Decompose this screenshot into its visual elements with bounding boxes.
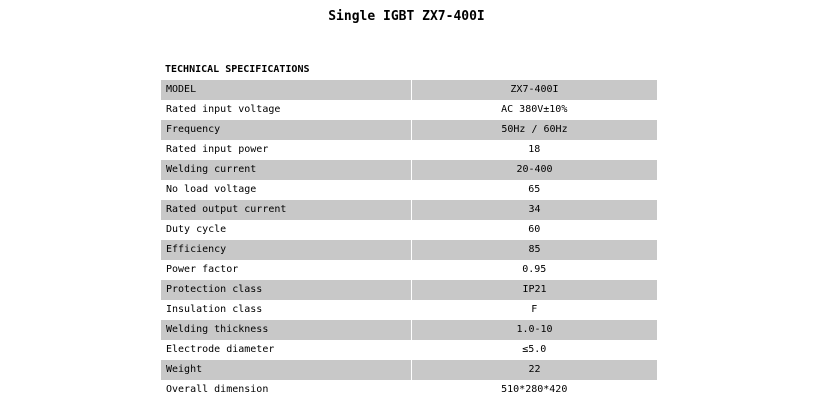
- table-row: [161, 320, 657, 340]
- spec-label: Duty cycle: [161, 220, 412, 240]
- table-row: [161, 300, 657, 320]
- spec-label: Welding thickness: [161, 320, 412, 340]
- table-row: [161, 80, 657, 100]
- spec-value: ≤5.0: [412, 340, 658, 360]
- spec-label: Power factor: [161, 260, 412, 280]
- spec-label: Overall dimension: [161, 380, 412, 400]
- spec-value: F: [412, 300, 658, 320]
- spec-value: 0.95: [412, 260, 658, 280]
- spec-label: Rated input voltage: [161, 100, 412, 120]
- table-row: [161, 180, 657, 200]
- table-row: [161, 140, 657, 160]
- spec-value: 34: [412, 200, 658, 220]
- spec-label: No load voltage: [161, 180, 412, 200]
- spec-label: MODEL: [161, 80, 412, 100]
- section-heading: TECHNICAL SPECIFICATIONS: [165, 64, 310, 75]
- spec-label: Rated input power: [161, 140, 412, 160]
- page-title: Single IGBT ZX7-400I: [328, 9, 485, 24]
- spec-value: IP21: [412, 280, 658, 300]
- spec-label: Insulation class: [161, 300, 412, 320]
- spec-value: 50Hz / 60Hz: [412, 120, 658, 140]
- spec-label: Efficiency: [161, 240, 412, 260]
- spec-label: Welding current: [161, 160, 412, 180]
- table-row: [161, 380, 657, 400]
- table-row: [161, 280, 657, 300]
- spec-value: 85: [412, 240, 658, 260]
- spec-value: AC 380V±10%: [412, 100, 658, 120]
- table-row: [161, 100, 657, 120]
- spec-label: Rated output current: [161, 200, 412, 220]
- spec-value: 1.0-10: [412, 320, 658, 340]
- spec-table: [161, 80, 657, 400]
- table-row: [161, 200, 657, 220]
- table-row: [161, 360, 657, 380]
- spec-value: 65: [412, 180, 658, 200]
- spec-label: Frequency: [161, 120, 412, 140]
- spec-value: 60: [412, 220, 658, 240]
- spec-value: 20-400: [412, 160, 658, 180]
- spec-value: 22: [412, 360, 658, 380]
- table-row: [161, 340, 657, 360]
- spec-label: Protection class: [161, 280, 412, 300]
- table-row: [161, 220, 657, 240]
- table-row: [161, 240, 657, 260]
- table-row: [161, 120, 657, 140]
- table-row: [161, 260, 657, 280]
- spec-value: ZX7-400I: [412, 80, 658, 100]
- spec-label: Weight: [161, 360, 412, 380]
- spec-value: 18: [412, 140, 658, 160]
- table-row: [161, 160, 657, 180]
- spec-label: Electrode diameter: [161, 340, 412, 360]
- spec-value: 510*280*420: [412, 380, 658, 400]
